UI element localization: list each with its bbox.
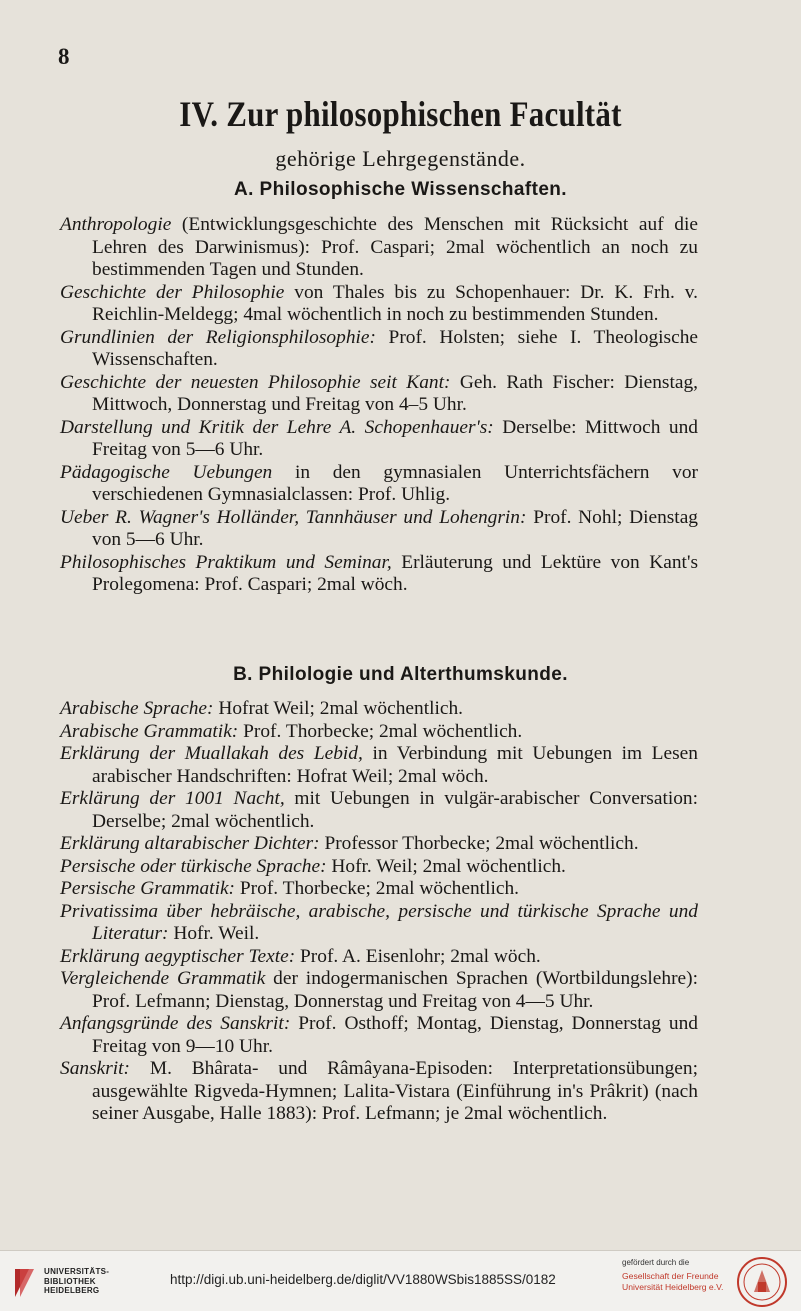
- course-entry: [60, 856, 698, 879]
- section-heading-a: A. Philosophische Wissenschaften.: [234, 179, 567, 200]
- library-name: UNIVERSITÄTS- BIBLIOTHEK HEIDELBERG: [44, 1267, 110, 1295]
- course-entry: [60, 946, 698, 969]
- course-entry: [60, 833, 698, 856]
- footer-bar: [0, 1250, 801, 1311]
- course-entry: [60, 282, 698, 327]
- course-subject: Darstellung und Kritik der Lehre A. Schopenhauer's:: [60, 416, 494, 438]
- course-details: Geh. Rath Fischer: Dienstag, Mittwoch, Donnerstag und Freitag von 4–5 Uhr.: [92, 371, 698, 415]
- course-details: Prof. Thorbecke; 2mal wöchentlich.: [235, 878, 519, 899]
- course-entry: [60, 788, 698, 833]
- course-subject: Erklärung der Muallakah des Lebid,: [60, 743, 363, 764]
- course-subject: Privatissima über hebräische, arabische, persische und türkische Sprache und Literatur:: [60, 900, 698, 944]
- course-subject: Arabische Sprache:: [60, 698, 214, 719]
- course-subject: Erklärung altarabischer Dichter:: [60, 833, 320, 854]
- funded-by-label: gefördert durch die: [622, 1258, 690, 1267]
- course-details: Hofr. Weil; 2mal wöchentlich.: [326, 855, 566, 877]
- course-details: Prof. Osthoff; Montag, Dienstag, Donnerstag und Freitag von 9—10 Uhr.: [92, 1013, 698, 1057]
- course-subject: Philosophisches Praktikum und Seminar,: [60, 551, 392, 573]
- course-entry: [60, 462, 698, 507]
- society-name: Gesellschaft der Freunde Universität Heidelberg e.V.: [622, 1271, 724, 1292]
- course-entry: [60, 1013, 698, 1058]
- course-entry: [60, 901, 698, 946]
- course-subject: Erklärung der 1001 Nacht,: [60, 788, 285, 809]
- course-entry: [60, 417, 698, 462]
- course-subject: Anthropologie: [60, 214, 172, 235]
- course-details: Prof. Thorbecke; 2mal wöchentlich.: [238, 720, 523, 742]
- course-subject: Erklärung aegyptischer Texte:: [60, 945, 296, 967]
- course-subject: Persische oder türkische Sprache:: [60, 855, 327, 877]
- course-details: M. Bhârata- und Râmâyana-Episoden: Interpretationsübungen; ausgewählte Rigveda-Hymnen; Lalita-Vistara (Einführung in's Prâkrit) (nach seiner Ausgabe, Halle 1883): Prof. Lefmann; je 2mal wöchentlich.: [92, 1058, 698, 1124]
- section-heading-b: B. Philologie und Alterthumskunde.: [233, 664, 568, 685]
- course-details: von Thales bis zu Schopenhauer: Dr. K. Frh. v. Reichlin-Meldegg; 4mal wöchentlich in noch zu bestimmenden Stunden.: [92, 281, 698, 325]
- course-details: in den gymnasialen Unterrichtsfächern vor verschiedenen Gymnasialclassen: Prof. Uhlig.: [92, 461, 698, 505]
- library-logo-icon: [9, 1267, 35, 1299]
- page-number: 8: [58, 44, 70, 69]
- course-subject: Geschichte der Philosophie: [60, 281, 285, 303]
- permalink-url[interactable]: http://digi.ub.uni-heidelberg.de/diglit/VV1880WSbis1885SS/0182: [170, 1272, 556, 1287]
- course-subject: Anfangsgründe des Sanskrit:: [60, 1013, 291, 1034]
- course-subject: Pädagogische Uebungen: [60, 461, 273, 483]
- course-subject: Ueber R. Wagner's Holländer, Tannhäuser und Lohengrin:: [60, 506, 527, 528]
- course-details: Professor Thorbecke; 2mal wöchentlich.: [319, 833, 639, 854]
- course-subject: Vergleichende Grammatik: [60, 968, 266, 989]
- course-details: Derselbe: Mittwoch und Freitag von 5—6 Uhr.: [92, 416, 698, 460]
- course-subject: Arabische Grammatik:: [60, 720, 239, 742]
- course-entry: [60, 1058, 698, 1126]
- course-subject: Geschichte der neuesten Philosophie seit Kant:: [60, 371, 451, 393]
- course-subject: Sanskrit:: [60, 1058, 131, 1079]
- course-details: in Verbindung mit Uebungen im Lesen arabischer Handschriften: Hofrat Weil; 2mal wöch.: [92, 743, 698, 787]
- course-details: (Entwicklungsgeschichte des Menschen mit Rücksicht auf die Lehren des Darwinismus): Prof. Caspari; 2mal wöchentlich an noch zu bestimmenden Tagen und Stunden.: [92, 214, 698, 280]
- course-details: Hofrat Weil; 2mal wöchentlich.: [213, 698, 464, 719]
- course-details: der indogermanischen Sprachen (Wortbildungslehre): Prof. Lefmann; Dienstag, Donnerstag und Freitag von 4—5 Uhr.: [92, 968, 698, 1012]
- course-subject: Persische Grammatik:: [60, 878, 236, 899]
- course-details: Prof. Holsten; siehe I. Theologische Wissenschaften.: [92, 326, 698, 370]
- course-details: mit Uebungen in vulgär-arabischer Conversation: Derselbe; 2mal wöchentlich.: [92, 788, 698, 832]
- course-entry: [60, 507, 698, 552]
- course-entry: [60, 698, 698, 721]
- course-details: Prof. A. Eisenlohr; 2mal wöch.: [295, 945, 541, 967]
- section-a-entries: [60, 214, 698, 597]
- course-entry: [60, 743, 698, 788]
- course-details: Prof. Nohl; Dienstag von 5—6 Uhr.: [92, 506, 698, 550]
- page-title: IV. Zur philosophischen Facultät: [179, 94, 622, 134]
- course-entry: [60, 721, 698, 744]
- university-seal-icon: [736, 1256, 788, 1308]
- course-entry: [60, 878, 698, 901]
- course-details: Erläuterung und Lektüre von Kant's Prolegomena: Prof. Caspari; 2mal wöch.: [92, 551, 698, 595]
- course-subject: Grundlinien der Religionsphilosophie:: [60, 326, 376, 348]
- course-entry: [60, 372, 698, 417]
- course-details: Hofr. Weil.: [168, 923, 260, 944]
- course-entry: [60, 214, 698, 282]
- course-entry: [60, 968, 698, 1013]
- course-entry: [60, 552, 698, 597]
- page-subtitle: gehörige Lehrgegenstände.: [275, 146, 526, 171]
- course-entry: [60, 327, 698, 372]
- section-b-entries: [60, 698, 698, 1126]
